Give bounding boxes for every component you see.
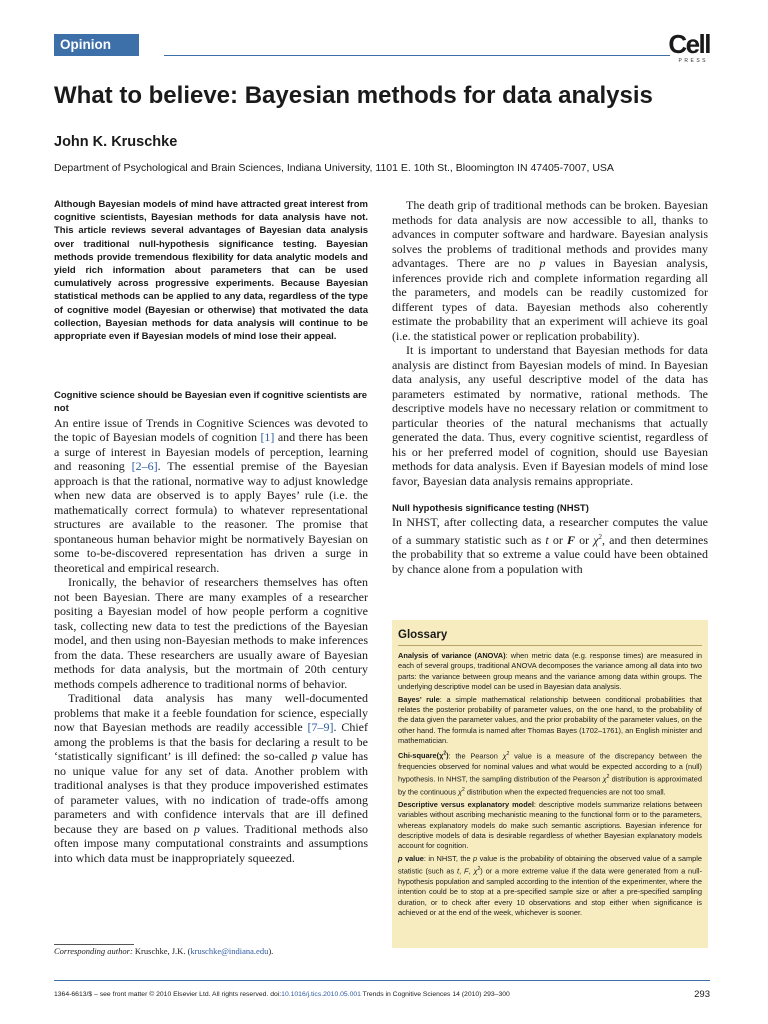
glossary-entry-p-value: p value: in NHST, the p value is the probability of obtaining the observed value of a sample statistic (such as t, F, $\chi^2$) or a more extreme value if the data were generated from a null-hypothesis population and sampled according to the intention of the experimenter, where the intention could be to stop at a pre-specified sample size or after a pre-specified sampling duration, or to check after every 10 observations and stop either when significance is achieved or at the end of the week, whichever is sooner.: [398, 853, 703, 918]
footer-citation: 1364-6613/$ – see front matter © 2010 Elsevier Ltd. All rights reserved. doi:10.1016/j.tics.2010.05.001 Trends in Cognitive Sciences 14 (2010) 293–300: [54, 991, 510, 998]
author-email-link[interactable]: kruschke@indiana.edu: [190, 946, 269, 956]
article-title: What to believe: Bayesian methods for data analysis: [54, 82, 653, 109]
citation-link[interactable]: [2–6]: [131, 459, 158, 474]
left-column: [54, 198, 368, 865]
header-rule: [164, 55, 670, 56]
glossary-entry-chi-square: Chi-$square(\chi^2)$: the Pearson $\chi^2$ value is a measure of the discrepancy between the frequencies observed for nominal values and what would be expected according to a (null) hypothesis. In NHST, the sampling distribution of the Pearson $\chi^2$ distribution is approximated by the continuous $\chi^2$ distribution when the expected frequencies are not too small.: [398, 750, 702, 797]
article-author: John K. Kruschke: [54, 134, 178, 150]
publisher-logo: Cell: [668, 29, 710, 59]
glossary-entry-bayes-rule: Bayes’ rule: a simple mathematical relationship between conditional probabilities that relates the posterior probability of parameter values, on the one hand, to the probability of the data given the parameter values, and the prior probability of the parameter values, on the other hand. The formula is named after Thomas Bayes (1702–1761), an English minister and mathematician.: [398, 694, 702, 746]
section-label: Opinion: [54, 34, 139, 56]
citation-link[interactable]: [7–9]: [307, 720, 334, 735]
corresponding-author-footnote: Corresponding author: Kruschke, J.K. (kruschke@indiana.edu).: [54, 946, 274, 956]
glossary-entry-descriptive-model: Descriptive versus explanatory model: descriptive models summarize relations between variables without ascribing mechanistic meaning to the functional form or to the parameters, whereas explanatory models do make such semantic ascriptions. Bayesian inference for descriptive models of data is desirable regardless of whether Bayesian explanatory models account for cognition.: [398, 799, 702, 851]
paragraph: An entire issue of Trends in Cognitive Sciences was devoted to the topic of Bayesian models of cognition [1] and there has been a surge of interest in Bayesian models of perception, learning and reasoning [2–6]. The essential premise of the Bayesian approach is that the rational, normative way to adjust knowledge when new data are observed is to apply Bayes’ rule (i.e. the mathematically correct formula) to whatever representational structures are available to the reasoner. The promise that spontaneous human behavior might be normatively Bayesian on some to-be-discovered representation has driven a surge in theoretical and empirical research.: [54, 415, 368, 575]
section-heading-cognitive-science: Cognitive science should be Bayesian even if cognitive scientists are not: [54, 390, 368, 415]
section-heading-nhst: Null hypothesis significance testing (NHST): [392, 503, 589, 514]
abstract: Although Bayesian models of mind have attracted great interest from cognitive scientists, Bayesian methods for data analysis have not. This article reviews several advantages of Bayesian data analysis over traditional null-hypothesis significance testing. Bayesian methods provide tremendous flexibility for data analytic models and yield rich information about parameters that can be used cumulatively across progressive experiments. Because Bayesian statistical methods can be applied to any data, regardless of the type of cognitive model (Bayesian or otherwise) that motivated the data collection, Bayesian methods for data analysis will continue to be appropriate even if Bayesian models of mind lose their appeal.: [54, 199, 368, 343]
paragraph: It is important to understand that Bayesian methods for data analysis are distinct from Bayesian models of mind. In Bayesian data analysis, any useful descriptive model of the data has parameters estimated by normative, rational methods. The descriptive models have no necessary relation or commitment to particular theories of the natural mechanisms that actually generated the data. Thus, every cognitive scientist, regardless of his or her preferred model of cognition, should use Bayesian methods for data analysis. Even if Bayesian models of mind lose favor, Bayesian data analysis remains appropriate.: [392, 343, 708, 488]
glossary-box: [392, 620, 708, 948]
paragraph: Traditional data analysis has many well-documented problems that make it a feeble foundation for science, especially now that Bayesian methods are readily accessible [7–9]. Chief among the problems is that the basis for declaring a result to be ‘statistically significant’ is ill defined: the so-called p value has no unique value for any set of data. Another problem with traditional analyses is that they produce impoverished estimates of parameter values, with no indication of trade-offs among parameters and with confidence intervals that are ill defined because they are based on p values. Traditional methods also often impose many computational constraints and assumptions into which data must be inappropriately squeezed.: [54, 691, 369, 865]
doi-link[interactable]: 10.1016/j.tics.2010.05.001: [281, 991, 361, 998]
citation-link[interactable]: [1]: [260, 430, 275, 445]
glossary-rule: [398, 645, 702, 646]
paragraph: In NHST, after collecting data, a researcher computes the value of a summary statistic such as t or F or $\chi^2$, and then determines the probability that so extreme a value could have been obtained by chance alone from a population with: [392, 515, 709, 576]
footer-rule: [54, 980, 710, 981]
glossary-entry-anova: Analysis of variance (ANOVA): when metric data (e.g. response times) are measured in each of several groups, traditional ANOVA decomposes the variance among all data into two parts: the variance between group means and the variance among data within groups. The underlying descriptive model can be used in Bayesian data analysis.: [398, 651, 702, 692]
paragraph: The death grip of traditional methods can be broken. Bayesian methods for data analysis are now accessible to all, thanks to advances in computer software and hardware. Bayesian analysis solves the problems of traditional methods and provides many advantages. There are no p values in Bayesian analysis, inferences provide rich and complete information regarding all the parameters, and models can be readily customized for different types of data. Bayesian methods also coherently estimate the probability that an experiment will achieve its goal (i.e. the statistical power or replication probability).: [392, 198, 709, 343]
author-affiliation: Department of Psychological and Brain Sciences, Indiana University, 1101 E. 10th St., Bloomington IN 47405-7007, USA: [54, 162, 614, 174]
paragraph: Ironically, the behavior of researchers themselves has often not been Bayesian. There are many examples of a researcher positing a Bayesian model of how people perform a cognitive task, collecting new data to test the predictions of the Bayesian model, and then using non-Bayesian methods to make inferences from the data. These researchers are usually aware of Bayesian methods for data analysis, but the mortmain of 20th century methods compels adherence to traditional norms of behavior.: [54, 575, 368, 691]
publisher-logo-sub: PRESS: [678, 58, 708, 64]
footnote-rule: [54, 944, 134, 945]
glossary-title: Glossary: [398, 629, 448, 641]
page-number: 293: [694, 989, 710, 1000]
page-header: [54, 29, 710, 64]
right-column: [392, 198, 708, 576]
